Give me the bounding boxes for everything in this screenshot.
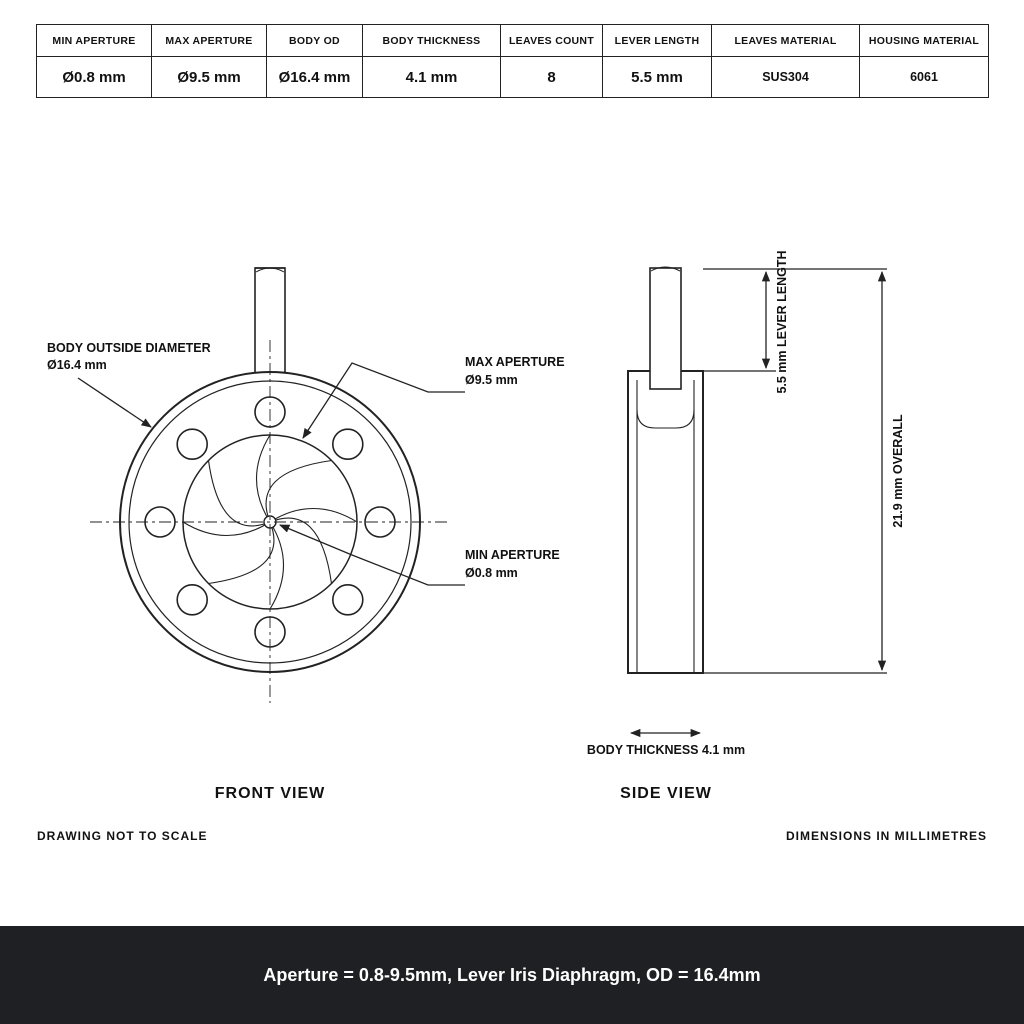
spec-value: Ø0.8 mm — [37, 57, 152, 98]
spec-header: MIN APERTURE — [37, 25, 152, 57]
side-body — [628, 371, 703, 673]
spec-header: MAX APERTURE — [152, 25, 267, 57]
spec-header: LEVER LENGTH — [603, 25, 712, 57]
side-view-drawing — [628, 267, 887, 733]
spec-header: LEAVES MATERIAL — [712, 25, 860, 57]
spec-value: 4.1 mm — [363, 57, 501, 98]
units-note: DIMENSIONS IN MILLIMETRES — [785, 829, 987, 843]
body-thickness-label: BODY THICKNESS 4.1 mm — [586, 743, 746, 757]
spec-value: 5.5 mm — [603, 57, 712, 98]
side-lever — [650, 268, 681, 389]
spec-header: BODY THICKNESS — [363, 25, 501, 57]
spec-value: Ø16.4 mm — [267, 57, 363, 98]
min-aperture-value: Ø0.8 mm — [465, 566, 518, 580]
spec-header: HOUSING MATERIAL — [860, 25, 989, 57]
max-aperture-value: Ø9.5 mm — [465, 373, 518, 387]
overall-height-label: 21.9 mm OVERALL — [891, 414, 905, 528]
body-od-label: BODY OUTSIDE DIAMETER — [47, 341, 211, 355]
spec-header: LEAVES COUNT — [501, 25, 603, 57]
front-view-drawing — [78, 268, 465, 703]
spec-header: BODY OD — [267, 25, 363, 57]
body-od-value: Ø16.4 mm — [47, 358, 107, 372]
spec-value: 6061 — [860, 57, 989, 98]
max-aperture-label: MAX APERTURE — [465, 355, 565, 369]
lever-length-label: 5.5 mm LEVER LENGTH — [775, 250, 789, 394]
footer-caption: Aperture = 0.8-9.5mm, Lever Iris Diaphragm, OD = 16.4mm — [263, 964, 761, 985]
min-aperture-label: MIN APERTURE — [465, 548, 560, 562]
spec-value: SUS304 — [712, 57, 860, 98]
front-view-title: FRONT VIEW — [214, 785, 326, 802]
spec-value: 8 — [501, 57, 603, 98]
side-view-title: SIDE VIEW — [620, 785, 712, 802]
footer-banner — [0, 926, 1024, 1024]
scale-note: DRAWING NOT TO SCALE — [37, 829, 208, 843]
spec-value: Ø9.5 mm — [152, 57, 267, 98]
